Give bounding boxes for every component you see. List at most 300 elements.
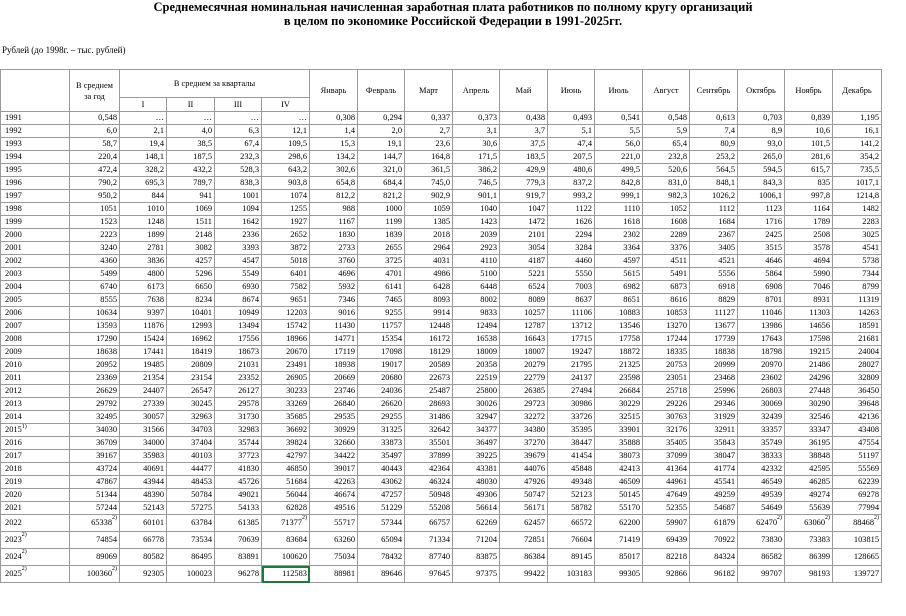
header-avg-year[interactable]: В среднем за год xyxy=(70,70,120,112)
value-cell[interactable] xyxy=(548,203,595,216)
header-month-6[interactable]: Июнь xyxy=(548,70,595,112)
value-cell[interactable] xyxy=(785,549,833,566)
value-cell[interactable] xyxy=(643,255,690,268)
value-cell[interactable] xyxy=(785,216,833,229)
value-cell[interactable] xyxy=(262,125,310,138)
value-cell[interactable] xyxy=(310,151,358,164)
value-cell[interactable] xyxy=(453,549,500,566)
value-cell[interactable] xyxy=(405,385,453,398)
value-cell[interactable] xyxy=(358,549,405,566)
year-cell[interactable] xyxy=(1,255,70,268)
value-cell[interactable] xyxy=(500,385,548,398)
value-cell[interactable] xyxy=(500,281,548,294)
value-cell[interactable] xyxy=(595,476,643,489)
value-cell[interactable] xyxy=(358,532,405,549)
value-cell[interactable] xyxy=(785,463,833,476)
header-month-12[interactable]: Декабрь xyxy=(833,70,882,112)
value-cell[interactable] xyxy=(548,385,595,398)
value-cell[interactable] xyxy=(167,164,215,177)
value-cell[interactable] xyxy=(738,177,785,190)
value-cell[interactable] xyxy=(500,112,548,125)
value-cell[interactable] xyxy=(785,502,833,515)
value-cell[interactable] xyxy=(785,255,833,268)
value-cell[interactable] xyxy=(738,320,785,333)
value-cell[interactable] xyxy=(548,489,595,502)
value-cell[interactable] xyxy=(690,229,738,242)
value-cell[interactable] xyxy=(120,112,167,125)
value-cell[interactable] xyxy=(120,242,167,255)
value-cell[interactable] xyxy=(833,112,882,125)
value-cell[interactable] xyxy=(167,489,215,502)
year-cell[interactable] xyxy=(1,125,70,138)
value-cell[interactable] xyxy=(453,151,500,164)
value-cell[interactable] xyxy=(595,255,643,268)
value-cell[interactable] xyxy=(120,398,167,411)
value-cell[interactable] xyxy=(690,216,738,229)
value-cell[interactable] xyxy=(738,333,785,346)
value-cell[interactable] xyxy=(548,255,595,268)
value-cell[interactable] xyxy=(453,398,500,411)
value-cell[interactable] xyxy=(310,450,358,463)
value-cell[interactable] xyxy=(595,190,643,203)
value-cell[interactable] xyxy=(690,566,738,583)
value-cell[interactable] xyxy=(167,216,215,229)
value-cell[interactable] xyxy=(738,307,785,320)
value-cell[interactable] xyxy=(262,359,310,372)
value-cell[interactable] xyxy=(120,333,167,346)
value-cell[interactable] xyxy=(262,532,310,549)
value-cell[interactable] xyxy=(738,346,785,359)
value-cell[interactable] xyxy=(690,476,738,489)
value-cell[interactable] xyxy=(358,411,405,424)
value-cell[interactable] xyxy=(215,281,262,294)
value-cell[interactable] xyxy=(548,437,595,450)
value-cell[interactable] xyxy=(262,190,310,203)
value-cell[interactable] xyxy=(500,242,548,255)
value-cell[interactable] xyxy=(785,450,833,463)
value-cell[interactable] xyxy=(453,333,500,346)
value-cell[interactable] xyxy=(643,450,690,463)
value-cell[interactable] xyxy=(453,346,500,359)
value-cell[interactable] xyxy=(310,203,358,216)
value-cell[interactable] xyxy=(595,151,643,164)
value-cell[interactable] xyxy=(358,190,405,203)
value-cell[interactable] xyxy=(70,203,120,216)
value-cell[interactable] xyxy=(595,532,643,549)
value-cell[interactable] xyxy=(738,437,785,450)
value-cell[interactable] xyxy=(310,177,358,190)
value-cell[interactable] xyxy=(405,502,453,515)
value-cell[interactable] xyxy=(643,281,690,294)
value-cell[interactable] xyxy=(215,437,262,450)
value-cell[interactable] xyxy=(167,437,215,450)
value-cell[interactable] xyxy=(262,476,310,489)
value-cell[interactable] xyxy=(405,489,453,502)
value-cell[interactable] xyxy=(548,151,595,164)
value-cell[interactable] xyxy=(310,476,358,489)
value-cell[interactable] xyxy=(738,411,785,424)
value-cell[interactable] xyxy=(595,242,643,255)
value-cell[interactable] xyxy=(833,489,882,502)
value-cell[interactable] xyxy=(262,333,310,346)
year-cell[interactable] xyxy=(1,190,70,203)
header-month-9[interactable]: Сентябрь xyxy=(690,70,738,112)
value-cell[interactable] xyxy=(358,346,405,359)
value-cell[interactable] xyxy=(120,229,167,242)
value-cell[interactable] xyxy=(500,463,548,476)
value-cell[interactable] xyxy=(738,398,785,411)
value-cell[interactable] xyxy=(167,125,215,138)
value-cell[interactable] xyxy=(738,463,785,476)
value-cell[interactable] xyxy=(690,489,738,502)
value-cell[interactable] xyxy=(690,346,738,359)
year-cell[interactable] xyxy=(1,515,70,532)
value-cell[interactable] xyxy=(833,385,882,398)
value-cell[interactable] xyxy=(167,190,215,203)
value-cell[interactable] xyxy=(500,476,548,489)
value-cell[interactable] xyxy=(215,549,262,566)
value-cell[interactable] xyxy=(215,112,262,125)
value-cell[interactable] xyxy=(215,203,262,216)
value-cell[interactable] xyxy=(548,164,595,177)
value-cell[interactable] xyxy=(453,255,500,268)
value-cell[interactable] xyxy=(738,255,785,268)
value-cell[interactable] xyxy=(453,515,500,532)
value-cell[interactable] xyxy=(643,411,690,424)
value-cell[interactable] xyxy=(310,346,358,359)
value-cell[interactable] xyxy=(310,424,358,437)
value-cell[interactable] xyxy=(785,229,833,242)
value-cell[interactable] xyxy=(738,203,785,216)
value-cell[interactable] xyxy=(738,549,785,566)
value-cell[interactable] xyxy=(262,346,310,359)
value-cell[interactable] xyxy=(358,281,405,294)
value-cell[interactable] xyxy=(167,476,215,489)
value-cell[interactable] xyxy=(262,216,310,229)
value-cell[interactable] xyxy=(595,372,643,385)
value-cell[interactable] xyxy=(262,242,310,255)
value-cell[interactable] xyxy=(310,515,358,532)
value-cell[interactable] xyxy=(833,229,882,242)
value-cell[interactable] xyxy=(120,164,167,177)
value-cell[interactable] xyxy=(643,385,690,398)
year-cell[interactable] xyxy=(1,398,70,411)
value-cell[interactable] xyxy=(548,411,595,424)
value-cell[interactable] xyxy=(690,398,738,411)
year-cell[interactable] xyxy=(1,372,70,385)
value-cell[interactable] xyxy=(785,164,833,177)
value-cell[interactable] xyxy=(405,307,453,320)
value-cell[interactable] xyxy=(262,151,310,164)
value-cell[interactable] xyxy=(595,515,643,532)
value-cell[interactable] xyxy=(785,151,833,164)
value-cell[interactable] xyxy=(738,424,785,437)
value-cell[interactable] xyxy=(643,216,690,229)
value-cell[interactable] xyxy=(70,346,120,359)
value-cell[interactable] xyxy=(453,281,500,294)
value-cell[interactable] xyxy=(120,320,167,333)
value-cell[interactable] xyxy=(167,398,215,411)
value-cell[interactable] xyxy=(262,502,310,515)
value-cell[interactable] xyxy=(595,424,643,437)
value-cell[interactable] xyxy=(262,177,310,190)
value-cell[interactable] xyxy=(833,268,882,281)
value-cell[interactable] xyxy=(405,346,453,359)
value-cell[interactable] xyxy=(120,138,167,151)
value-cell[interactable] xyxy=(310,411,358,424)
value-cell[interactable] xyxy=(548,242,595,255)
value-cell[interactable] xyxy=(310,112,358,125)
value-cell[interactable] xyxy=(215,216,262,229)
value-cell[interactable] xyxy=(833,502,882,515)
value-cell[interactable] xyxy=(405,281,453,294)
value-cell[interactable] xyxy=(785,190,833,203)
value-cell[interactable] xyxy=(548,372,595,385)
value-cell[interactable] xyxy=(690,463,738,476)
value-cell[interactable] xyxy=(595,216,643,229)
value-cell[interactable] xyxy=(310,125,358,138)
value-cell[interactable] xyxy=(262,281,310,294)
value-cell[interactable] xyxy=(405,190,453,203)
value-cell[interactable] xyxy=(167,112,215,125)
value-cell[interactable] xyxy=(405,216,453,229)
value-cell[interactable] xyxy=(453,463,500,476)
value-cell[interactable] xyxy=(215,294,262,307)
value-cell[interactable] xyxy=(120,255,167,268)
value-cell[interactable] xyxy=(453,359,500,372)
value-cell[interactable] xyxy=(595,502,643,515)
year-cell[interactable] xyxy=(1,476,70,489)
value-cell[interactable] xyxy=(215,359,262,372)
value-cell[interactable] xyxy=(262,255,310,268)
value-cell[interactable] xyxy=(690,255,738,268)
value-cell[interactable] xyxy=(358,203,405,216)
value-cell[interactable] xyxy=(120,372,167,385)
value-cell[interactable] xyxy=(215,385,262,398)
value-cell[interactable] xyxy=(690,294,738,307)
value-cell[interactable] xyxy=(690,320,738,333)
value-cell[interactable] xyxy=(690,138,738,151)
header-month-3[interactable]: Март xyxy=(405,70,453,112)
value-cell[interactable] xyxy=(120,450,167,463)
value-cell[interactable] xyxy=(358,164,405,177)
value-cell[interactable] xyxy=(70,489,120,502)
year-cell[interactable] xyxy=(1,151,70,164)
value-cell[interactable] xyxy=(785,532,833,549)
value-cell[interactable] xyxy=(405,164,453,177)
value-cell[interactable] xyxy=(595,320,643,333)
value-cell[interactable] xyxy=(833,346,882,359)
value-cell[interactable] xyxy=(453,216,500,229)
value-cell[interactable] xyxy=(738,138,785,151)
value-cell[interactable] xyxy=(120,411,167,424)
value-cell[interactable] xyxy=(167,424,215,437)
value-cell[interactable] xyxy=(833,372,882,385)
value-cell[interactable] xyxy=(405,372,453,385)
value-cell[interactable] xyxy=(70,450,120,463)
value-cell[interactable] xyxy=(738,190,785,203)
value-cell[interactable] xyxy=(833,125,882,138)
value-cell[interactable] xyxy=(120,151,167,164)
value-cell[interactable] xyxy=(70,333,120,346)
value-cell[interactable] xyxy=(500,411,548,424)
value-cell[interactable] xyxy=(167,372,215,385)
value-cell[interactable] xyxy=(215,346,262,359)
year-cell[interactable] xyxy=(1,242,70,255)
value-cell[interactable] xyxy=(453,385,500,398)
value-cell[interactable] xyxy=(643,372,690,385)
value-cell[interactable] xyxy=(70,151,120,164)
value-cell[interactable] xyxy=(643,463,690,476)
value-cell[interactable] xyxy=(215,476,262,489)
value-cell[interactable] xyxy=(215,450,262,463)
value-cell[interactable] xyxy=(738,385,785,398)
value-cell[interactable] xyxy=(167,532,215,549)
value-cell[interactable] xyxy=(690,450,738,463)
value-cell[interactable] xyxy=(500,190,548,203)
year-cell[interactable] xyxy=(1,463,70,476)
year-cell[interactable] xyxy=(1,164,70,177)
value-cell[interactable] xyxy=(453,268,500,281)
value-cell[interactable] xyxy=(120,268,167,281)
value-cell[interactable] xyxy=(405,549,453,566)
value-cell[interactable] xyxy=(500,138,548,151)
value-cell[interactable] xyxy=(500,450,548,463)
value-cell[interactable] xyxy=(310,164,358,177)
value-cell[interactable] xyxy=(500,359,548,372)
value-cell[interactable] xyxy=(167,203,215,216)
value-cell[interactable] xyxy=(548,463,595,476)
value-cell[interactable] xyxy=(167,450,215,463)
value-cell[interactable] xyxy=(120,502,167,515)
year-cell[interactable] xyxy=(1,346,70,359)
value-cell[interactable] xyxy=(595,125,643,138)
value-cell[interactable] xyxy=(453,476,500,489)
value-cell[interactable] xyxy=(358,294,405,307)
value-cell[interactable] xyxy=(167,307,215,320)
value-cell[interactable] xyxy=(548,294,595,307)
value-cell[interactable] xyxy=(595,112,643,125)
value-cell[interactable] xyxy=(453,203,500,216)
value-cell[interactable] xyxy=(358,476,405,489)
value-cell[interactable] xyxy=(358,216,405,229)
value-cell[interactable] xyxy=(167,294,215,307)
value-cell[interactable] xyxy=(358,566,405,583)
value-cell[interactable] xyxy=(358,242,405,255)
value-cell[interactable] xyxy=(405,294,453,307)
value-cell[interactable] xyxy=(167,177,215,190)
value-cell[interactable] xyxy=(785,372,833,385)
value-cell[interactable] xyxy=(785,281,833,294)
value-cell[interactable] xyxy=(358,437,405,450)
value-cell[interactable] xyxy=(500,515,548,532)
value-cell[interactable] xyxy=(70,164,120,177)
value-cell[interactable] xyxy=(690,164,738,177)
value-cell[interactable] xyxy=(70,294,120,307)
value-cell[interactable] xyxy=(358,502,405,515)
value-cell[interactable] xyxy=(833,450,882,463)
value-cell[interactable] xyxy=(500,177,548,190)
value-cell[interactable] xyxy=(548,190,595,203)
value-cell[interactable] xyxy=(785,385,833,398)
value-cell[interactable] xyxy=(785,333,833,346)
value-cell[interactable] xyxy=(405,125,453,138)
value-cell[interactable] xyxy=(643,151,690,164)
value-cell[interactable] xyxy=(358,333,405,346)
value-cell[interactable] xyxy=(833,164,882,177)
value-cell[interactable] xyxy=(833,359,882,372)
value-cell[interactable] xyxy=(405,268,453,281)
value-cell[interactable] xyxy=(500,294,548,307)
value-cell[interactable] xyxy=(120,532,167,549)
year-cell[interactable] xyxy=(1,566,70,583)
value-cell[interactable] xyxy=(785,242,833,255)
value-cell[interactable] xyxy=(453,294,500,307)
value-cell[interactable] xyxy=(70,242,120,255)
value-cell[interactable] xyxy=(310,242,358,255)
value-cell[interactable] xyxy=(453,437,500,450)
value-cell[interactable] xyxy=(358,125,405,138)
value-cell[interactable] xyxy=(833,566,882,583)
value-cell[interactable] xyxy=(70,549,120,566)
value-cell[interactable] xyxy=(548,216,595,229)
value-cell[interactable] xyxy=(595,359,643,372)
value-cell[interactable] xyxy=(643,229,690,242)
value-cell[interactable] xyxy=(405,437,453,450)
value-cell[interactable] xyxy=(785,424,833,437)
value-cell[interactable] xyxy=(500,307,548,320)
value-cell[interactable] xyxy=(358,307,405,320)
value-cell[interactable] xyxy=(738,359,785,372)
value-cell[interactable] xyxy=(500,203,548,216)
value-cell[interactable] xyxy=(215,320,262,333)
value-cell[interactable] xyxy=(215,333,262,346)
header-avg-quarters[interactable]: В среднем за кварталы xyxy=(120,70,310,98)
value-cell[interactable] xyxy=(738,566,785,583)
value-cell[interactable] xyxy=(548,515,595,532)
value-cell[interactable] xyxy=(690,268,738,281)
value-cell[interactable] xyxy=(643,359,690,372)
value-cell[interactable] xyxy=(70,532,120,549)
value-cell[interactable] xyxy=(167,411,215,424)
value-cell[interactable] xyxy=(358,424,405,437)
value-cell[interactable] xyxy=(70,281,120,294)
value-cell[interactable] xyxy=(690,411,738,424)
value-cell[interactable] xyxy=(690,424,738,437)
value-cell[interactable] xyxy=(120,489,167,502)
value-cell[interactable] xyxy=(548,125,595,138)
value-cell[interactable] xyxy=(643,566,690,583)
value-cell[interactable] xyxy=(738,281,785,294)
value-cell[interactable] xyxy=(453,532,500,549)
value-cell[interactable] xyxy=(358,463,405,476)
value-cell[interactable] xyxy=(70,502,120,515)
header-month-7[interactable]: Июль xyxy=(595,70,643,112)
value-cell[interactable] xyxy=(785,515,833,532)
value-cell[interactable] xyxy=(310,216,358,229)
value-cell[interactable] xyxy=(643,268,690,281)
value-cell[interactable] xyxy=(643,294,690,307)
value-cell[interactable] xyxy=(167,549,215,566)
value-cell[interactable] xyxy=(358,398,405,411)
value-cell[interactable] xyxy=(785,476,833,489)
value-cell[interactable] xyxy=(262,372,310,385)
value-cell[interactable] xyxy=(70,190,120,203)
value-cell[interactable] xyxy=(453,229,500,242)
value-cell[interactable] xyxy=(215,190,262,203)
value-cell[interactable] xyxy=(453,489,500,502)
value-cell[interactable] xyxy=(453,566,500,583)
